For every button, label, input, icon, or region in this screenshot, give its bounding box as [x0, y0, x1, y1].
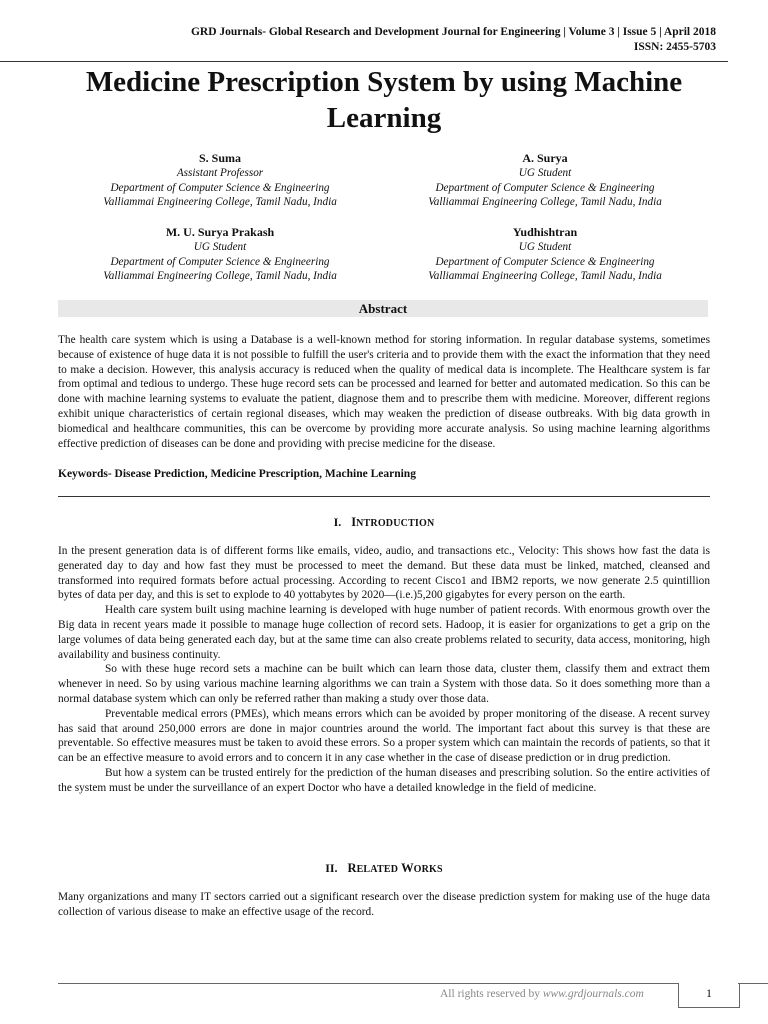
paragraph: Preventable medical errors (PMEs), which means errors which can be avoided by proper monitoring of the disease. A recent survey has said that around 250,000 errors are done in major countries around the world. The important fact about this survey is that these are preventable. So effective measures must be taken to avoid these errors. So a proper system which can maintain the records of patients, so that it can be an effective measure to avoid errors and to concern it in any case whether in the case of disease prediction or in drug prediction.	[58, 707, 710, 765]
paragraph: In the present generation data is of different forms like emails, video, audio, and transactions etc., Velocity: This shows how fast the data is generated day to day and how fast they must be processed to meet the demand. But these data must be linked, matched, cleansed and transformed into required formats before actual processing. According to recent Cisco1 and IBM2 reports, we now generate 2.5 quintillion bytes of data per day, and this is set to explode to 40 yottabytes by 2020―(i.e.)5,200 gigabytes for every person on the earth.	[58, 545, 710, 602]
page-number: 1	[678, 983, 740, 1008]
abstract-text: The health care system which is using a Database is a well-known method for storing information. In regular database systems, sometimes because of existence of huge data it is not possible to fulfill the user's criteria and to provide them with the exact the information that they need to make a decision. However, this analysis accuracy is reduced when the quality of medical data is incomplete. The Healthcare system is far from optimal and tedious to undergo. These huge record sets can be processed and learned for better and automated medication. So this can be done with machine learning systems to evaluate the patient, diagnose them and to prescribe them with medicine. Moreover, different regions exhibit unique characteristics of certain regional diseases, which may weaken the prediction of disease outbreaks. With big data growth in biomedical and healthcare communities, this can be overcome by providing more accurate analysis. So using machine learning algorithms effective prediction of diseases can be done and providing with precise medicine for the disease.	[58, 334, 710, 450]
section-initial-2: W	[401, 861, 414, 875]
author-dept: Department of Computer Science & Engineering	[435, 255, 655, 268]
keywords-label: Keywords-	[58, 468, 112, 480]
footer-copyright	[440, 988, 644, 1000]
abstract-heading: Abstract	[58, 300, 708, 317]
title-line-1: Medicine Prescription System by using Machine	[85, 66, 683, 98]
paragraph: Many organizations and many IT sectors carried out a significant research over the disease prediction system for making use of the huge data collection of various disease to make an effective usage of the record.	[58, 891, 710, 918]
author-dept: Department of Computer Science & Engineering	[110, 255, 330, 268]
paragraph: But how a system can be trusted entirely for the prediction of the human diseases and prescribing solution. So the entire activities of the system must be under the surveillance of an expert Doctor who have a detailed knowledge in the field of medicine.	[58, 766, 710, 794]
author-inst: Valliammai Engineering College, Tamil Nadu, India	[428, 196, 662, 208]
keywords	[58, 467, 416, 481]
author-inst: Valliammai Engineering College, Tamil Nadu, India	[428, 270, 662, 282]
author-role: UG Student	[193, 241, 247, 253]
author-role: UG Student	[518, 241, 572, 253]
title-line-2: Learning	[326, 102, 442, 134]
author-role: UG Student	[518, 167, 572, 179]
abstract-body	[58, 333, 710, 451]
paragraph: Health care system built using machine learning is developed with huge number of patient records. With enormous growth over the Big data in recent years made it possible to manage huge collection of record sets. Hadoop, it is easier for organizations to get a grip on the large volumes of data being generated each day, but at the same time can also create problems related to security, data access, monitoring, high availability and business continuity.	[58, 604, 710, 661]
author-block-3	[55, 225, 385, 284]
section-title-rest: NTRODUCTION	[356, 518, 435, 529]
footer-website-link[interactable]: www.grdjournals.com	[542, 988, 644, 1000]
footer-rule-right	[738, 983, 768, 984]
section-heading-introduction	[58, 515, 710, 530]
section-rule	[58, 496, 710, 497]
author-inst: Valliammai Engineering College, Tamil Nadu, India	[103, 270, 337, 282]
section-title-rest: ELATED	[356, 864, 399, 875]
section-initial: R	[347, 861, 357, 875]
keywords-text: Disease Prediction, Medicine Prescription, Machine Learning	[111, 468, 416, 480]
related-works-body	[58, 890, 710, 920]
author-name: S. Suma	[198, 151, 242, 165]
header-rule	[0, 61, 728, 62]
author-dept: Department of Computer Science & Engineering	[110, 181, 330, 194]
author-name: A. Surya	[522, 151, 568, 165]
journal-header: GRD Journals- Global Research and Development Journal for Engineering | Volume 3 | Issue 5 | April 2018	[190, 26, 716, 38]
paper-title	[40, 64, 728, 136]
section-initial: I	[351, 515, 357, 529]
footer-prefix: All rights reserved by	[440, 988, 543, 1000]
section-number: II.	[325, 861, 338, 875]
author-dept: Department of Computer Science & Engineering	[435, 181, 655, 194]
section-heading-related-works	[58, 861, 710, 876]
author-block-4	[380, 225, 710, 284]
author-name: M. U. Surya Prakash	[165, 225, 275, 239]
issn: ISSN: 2455-5703	[633, 41, 716, 53]
author-block-1	[55, 151, 385, 210]
section-number: I.	[333, 515, 342, 529]
footer-rule	[58, 983, 678, 984]
author-block-2	[380, 151, 710, 210]
paragraph: So with these huge record sets a machine can be built which can learn those data, cluster them, classify them and extract them whenever in need. So by using various machine learning algorithms we can train a System with those data. So it does something more than a normal database system which can only be referred rather than making a study over those data.	[58, 663, 710, 705]
author-role: Assistant Professor	[176, 167, 264, 179]
author-name: Yudhishtran	[512, 225, 578, 239]
introduction-body	[58, 544, 710, 796]
section-title-rest-2: ORKS	[413, 864, 443, 875]
author-inst: Valliammai Engineering College, Tamil Nadu, India	[103, 196, 337, 208]
